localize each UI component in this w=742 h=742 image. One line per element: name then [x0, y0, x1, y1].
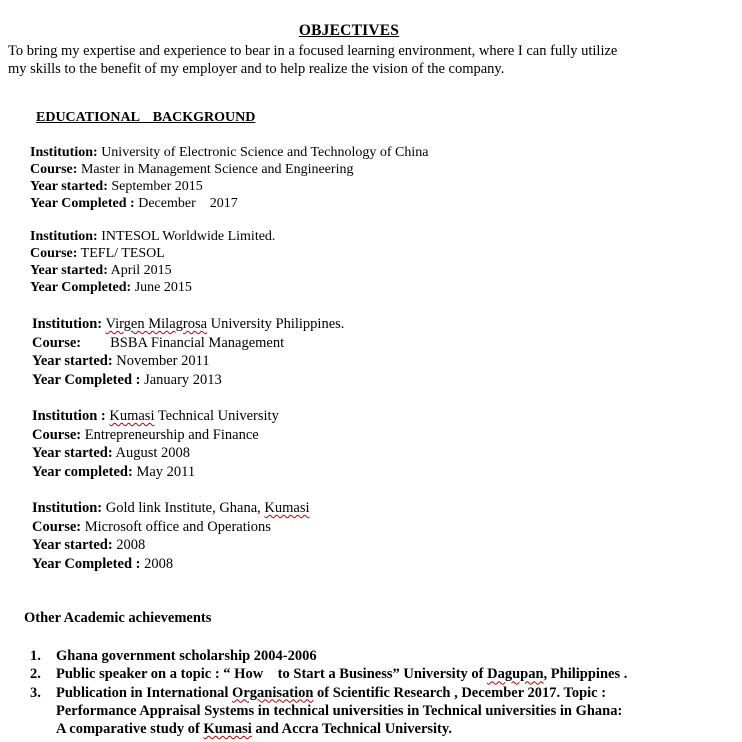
list-item: 1. Ghana government scholarship 2004-2006 — [30, 648, 317, 664]
year-completed-row: Year Completed : January 2013 — [32, 371, 222, 388]
education-heading: EDUCATIONAL BACKGROUND — [36, 110, 256, 125]
education-entry-2 — [30, 228, 275, 296]
institution-row: Institution: Virgen Milagrosa University Philippines. — [32, 316, 345, 332]
year-started-row: Year started: September 2015 — [30, 179, 203, 194]
education-entry-4 — [32, 407, 279, 481]
year-completed-row: Year Completed : December 2017 — [30, 196, 238, 211]
objectives-text — [8, 42, 617, 78]
course-row: Course: Master in Management Science and Engineering — [30, 162, 354, 177]
objectives-line-1: To bring my expertise and experience to bear in a focused learning environment, where I can fully utilize — [8, 43, 618, 59]
list-item-continuation: A comparative study of Kumasi and Accra Technical University. — [56, 721, 452, 738]
objectives-line-2: my skills to the benefit of my employer and to help realize the vision of the company. — [8, 61, 505, 77]
list-item: 2. Public speaker on a topic : “ How to Start a Business” University of Dagupan, Philippines . — [30, 666, 628, 683]
institution-row: Institution: INTESOL Worldwide Limited. — [30, 229, 276, 244]
institution-row: Institution : Kumasi Technical University — [32, 408, 279, 424]
course-row: Course: Microsoft office and Operations — [32, 518, 271, 535]
achievements-list — [30, 647, 627, 738]
course-row: Course: TEFL/ TESOL — [30, 246, 165, 261]
education-entry-5 — [32, 499, 310, 573]
objectives-heading: OBJECTIVES — [298, 22, 400, 39]
year-completed-row: Year Completed: June 2015 — [30, 280, 192, 295]
year-completed-row: Year completed: May 2011 — [32, 463, 196, 480]
year-started-row: Year started: April 2015 — [30, 263, 172, 278]
list-item-continuation: Performance Appraisal Systems in technical universities in Technical universities in Ghana: — [56, 702, 623, 719]
education-entry-3 — [32, 315, 344, 389]
year-started-row: Year started: 2008 — [32, 537, 146, 553]
course-row: Course: BSBA Financial Management — [32, 334, 285, 351]
achievements-heading: Other Academic achievements — [24, 610, 212, 626]
institution-row: Institution: University of Electronic Science and Technology of China — [30, 145, 429, 160]
institution-row: Institution: Gold link Institute, Ghana, Kumasi — [32, 500, 310, 516]
year-started-row: Year started: November 2011 — [32, 353, 210, 369]
year-completed-row: Year Completed : 2008 — [32, 555, 174, 572]
course-row: Course: Entrepreneurship and Finance — [32, 426, 259, 443]
list-item: 3. Publication in International Organisation of Scientific Research , December 2017. Topic : — [30, 684, 607, 701]
year-started-row: Year started: August 2008 — [32, 445, 191, 461]
education-entry-1 — [30, 144, 428, 212]
